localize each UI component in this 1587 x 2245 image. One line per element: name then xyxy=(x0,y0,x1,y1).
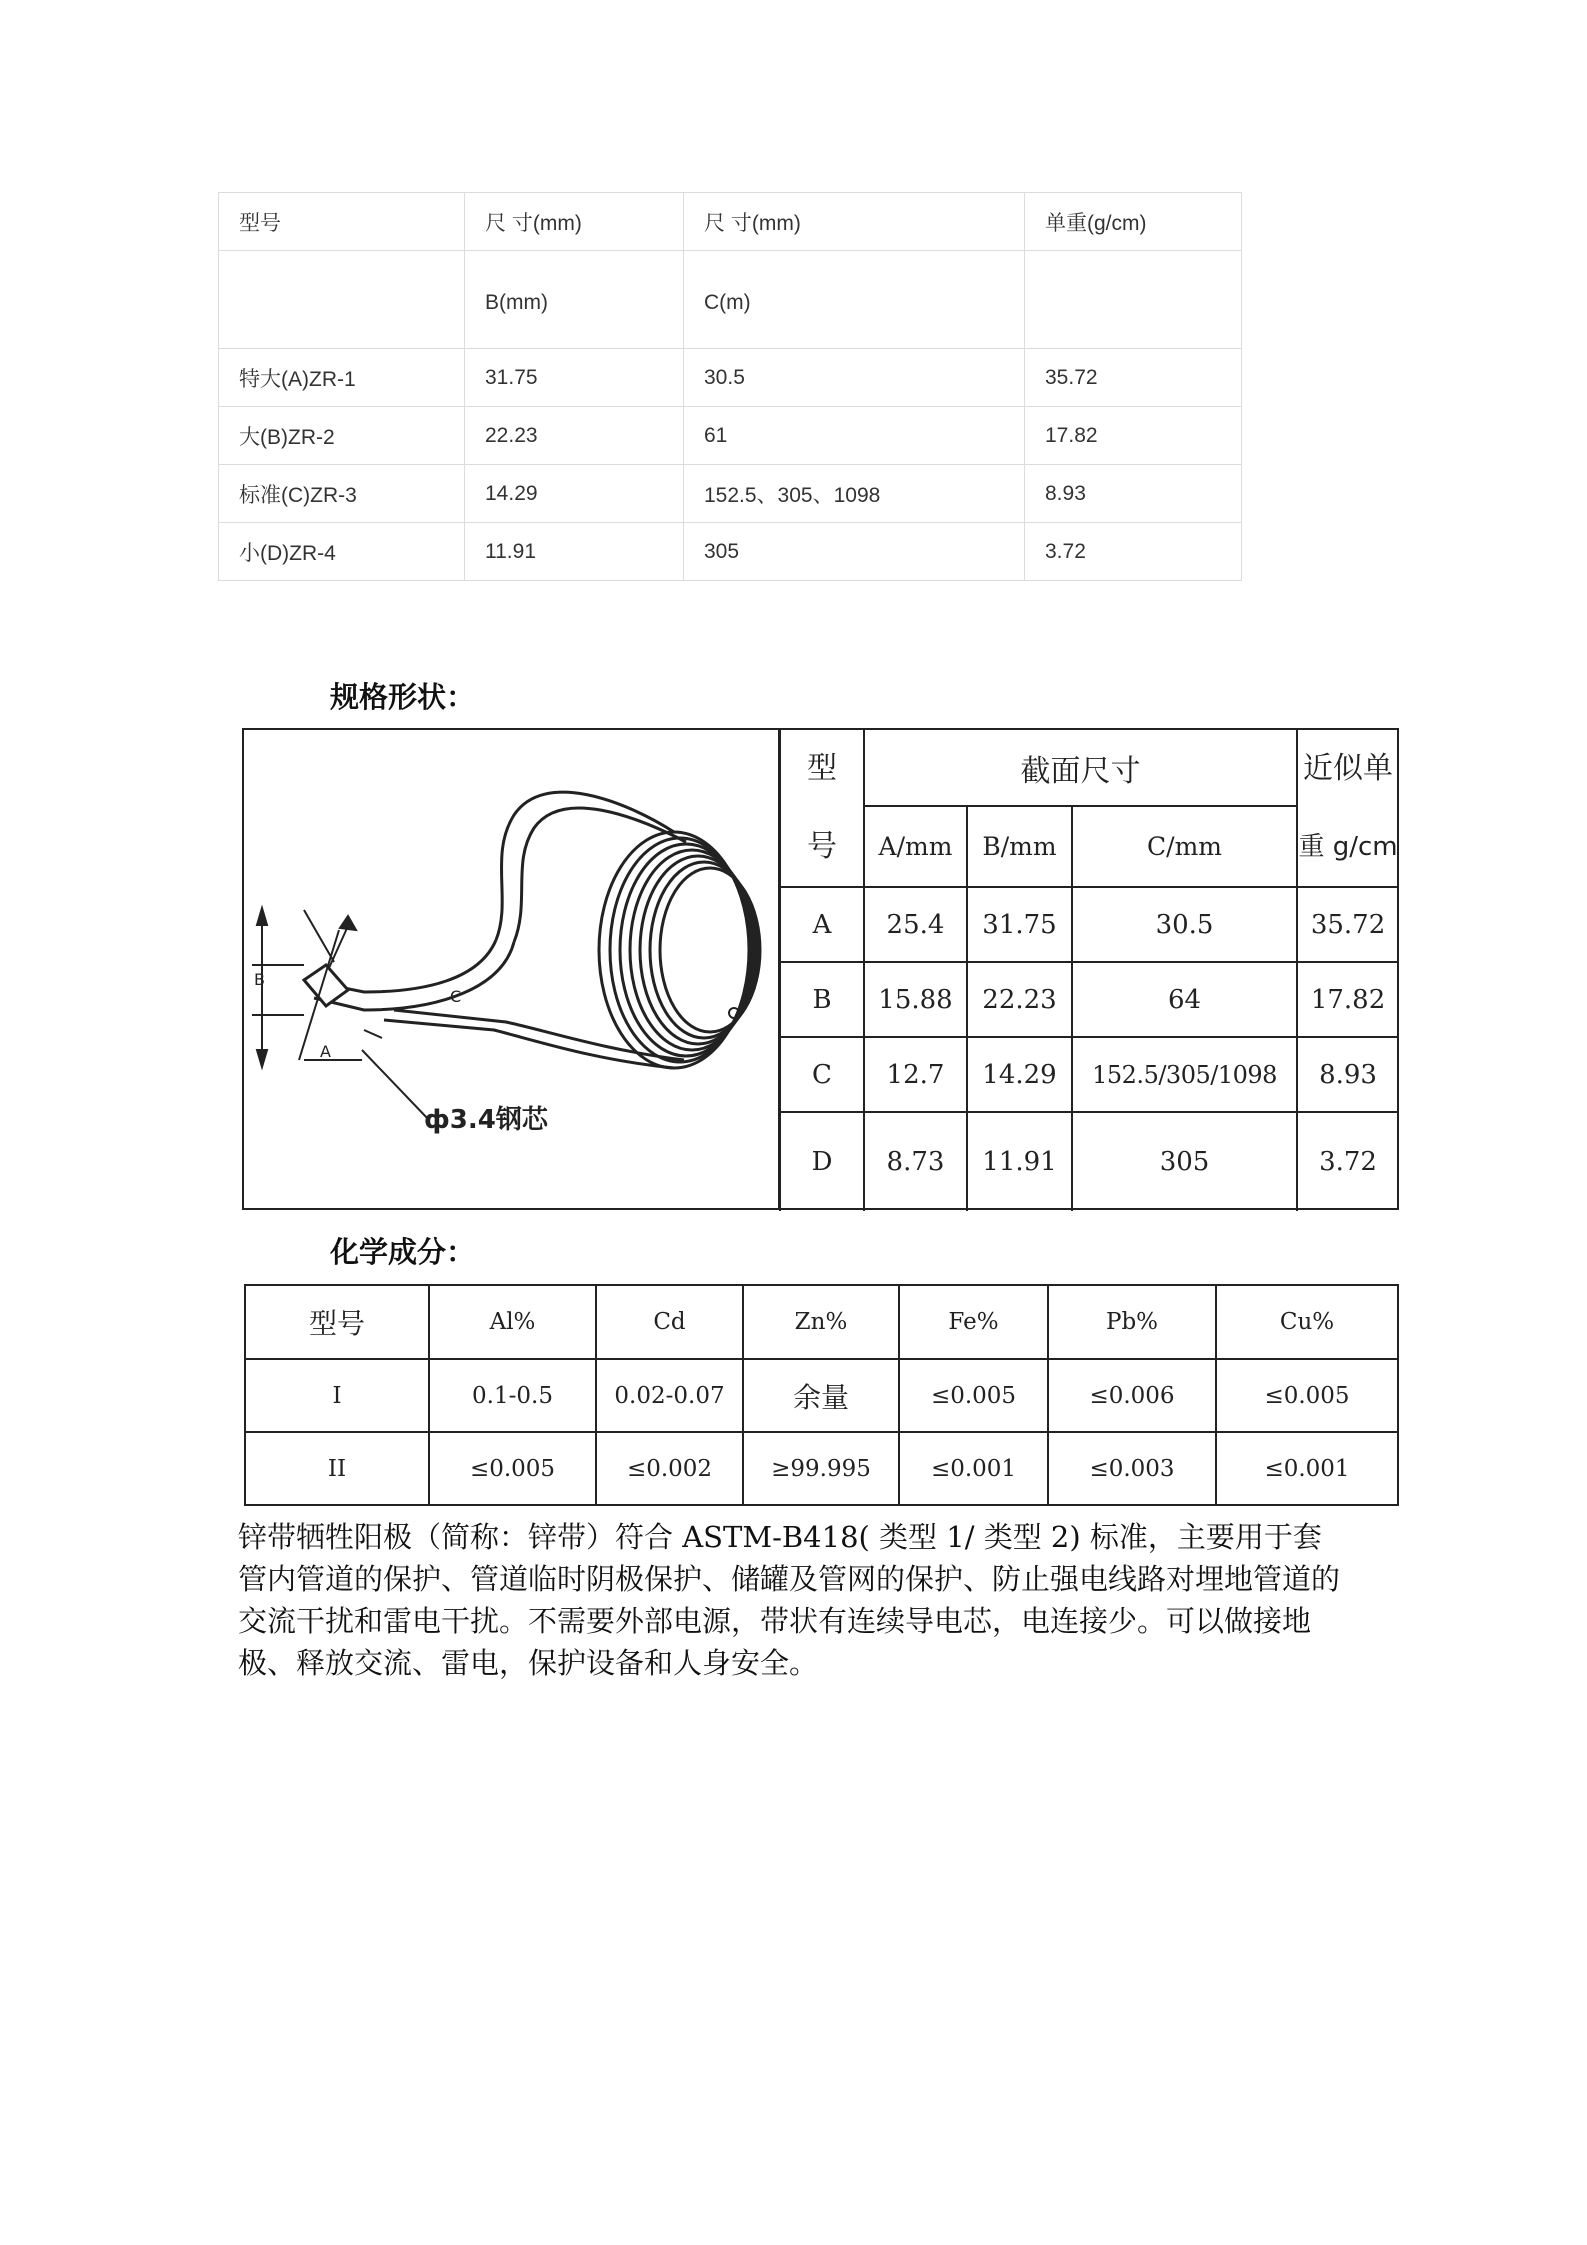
header-cell: Cd xyxy=(596,1285,743,1359)
table-row xyxy=(245,1432,1398,1505)
subheader-cell: C(m) xyxy=(684,251,1025,349)
header-cell: Zn% xyxy=(743,1285,899,1359)
table-row xyxy=(219,349,1242,407)
column-header: B/mm xyxy=(967,806,1072,887)
table-cell: 35.72 xyxy=(1025,349,1242,407)
table-subheader-row xyxy=(219,251,1242,349)
table-cell: 3.72 xyxy=(1297,1112,1398,1211)
coil-rings-icon xyxy=(599,832,760,1068)
header-cell: 单重(g/cm) xyxy=(1025,193,1242,251)
table-cell: 0.02-0.07 xyxy=(596,1359,743,1432)
table-cell: ≥99.995 xyxy=(743,1432,899,1505)
table-cell: 小(D)ZR-4 xyxy=(219,523,465,581)
size-table xyxy=(218,192,1242,581)
table-cell: 12.7 xyxy=(864,1037,967,1112)
table-cell: 余量 xyxy=(743,1359,899,1432)
table-cell: 31.75 xyxy=(465,349,684,407)
chem-table xyxy=(244,1284,1399,1506)
table-cell: ≤0.006 xyxy=(1048,1359,1216,1432)
table-cell: 25.4 xyxy=(864,887,967,962)
header-cell: Fe% xyxy=(899,1285,1048,1359)
subheader-cell: B(mm) xyxy=(465,251,684,349)
table-header-row xyxy=(219,193,1242,251)
table-cell: 11.91 xyxy=(465,523,684,581)
dim-label-b: B xyxy=(254,970,265,989)
table-cell: 15.88 xyxy=(864,962,967,1037)
dim-label-c: C xyxy=(450,987,462,1006)
table-cell: 3.72 xyxy=(1025,523,1242,581)
type-header-cell: 型 号 xyxy=(780,730,864,887)
table-cell: 8.73 xyxy=(864,1112,967,1211)
table-cell: 大(B)ZR-2 xyxy=(219,407,465,465)
table-row xyxy=(780,887,1398,962)
coil-diagram xyxy=(244,730,778,1208)
table-cell: I xyxy=(245,1359,429,1432)
table-row xyxy=(780,962,1398,1037)
header-cell: 尺 寸(mm) xyxy=(465,193,684,251)
table-cell: 61 xyxy=(684,407,1025,465)
table-row xyxy=(219,465,1242,523)
header-cell: 型号 xyxy=(219,193,465,251)
table-cell: 35.72 xyxy=(1297,887,1398,962)
table-cell: 0.1-0.5 xyxy=(429,1359,596,1432)
weight-header-cell: 近似单 重 g/cm xyxy=(1297,730,1398,887)
spec-heading: 规格形状： xyxy=(330,680,476,714)
table-cell: 8.93 xyxy=(1297,1037,1398,1112)
table-cell: B xyxy=(780,962,864,1037)
table-header-row xyxy=(245,1285,1398,1359)
dim-label-a: A xyxy=(320,1042,331,1061)
table-cell: 17.82 xyxy=(1297,962,1398,1037)
table-cell: 64 xyxy=(1072,962,1297,1037)
subheader-cell xyxy=(219,251,465,349)
table-cell: 31.75 xyxy=(967,887,1072,962)
table-cell: 14.29 xyxy=(465,465,684,523)
table-cell: 305 xyxy=(1072,1112,1297,1211)
table-row xyxy=(245,1359,1398,1432)
header-cell: 型号 xyxy=(245,1285,429,1359)
table-cell: ≤0.003 xyxy=(1048,1432,1216,1505)
table-cell: A xyxy=(780,887,864,962)
table-row xyxy=(780,1112,1398,1211)
spec-block xyxy=(242,728,1399,1210)
table-cell: 8.93 xyxy=(1025,465,1242,523)
table-cell: ≤0.002 xyxy=(596,1432,743,1505)
table-cell: 22.23 xyxy=(465,407,684,465)
table-cell: ≤0.001 xyxy=(1216,1432,1398,1505)
table-cell: D xyxy=(780,1112,864,1211)
table-cell: 305 xyxy=(684,523,1025,581)
header-cell: Al% xyxy=(429,1285,596,1359)
table-cell: ≤0.005 xyxy=(429,1432,596,1505)
table-cell: ≤0.005 xyxy=(899,1359,1048,1432)
chem-heading: 化学成分： xyxy=(330,1235,476,1269)
table-row xyxy=(780,1037,1398,1112)
column-header: A/mm xyxy=(864,806,967,887)
table-cell: 14.29 xyxy=(967,1037,1072,1112)
table-cell: 152.5/305/1098 xyxy=(1072,1037,1297,1112)
table-cell: 30.5 xyxy=(1072,887,1297,962)
table-row xyxy=(219,407,1242,465)
header-cell: Pb% xyxy=(1048,1285,1216,1359)
subheader-cell xyxy=(1025,251,1242,349)
table-cell: 30.5 xyxy=(684,349,1025,407)
spec-table xyxy=(779,730,1398,1211)
description-paragraph: 锌带牺牲阳极（简称：锌带）符合 ASTM-B418( 类型 1/ 类型 2) 标准，主要用于套管内管道的保护、管道临时阴极保护、储罐及管网的保护、防止强电线路对埋地管道的交流干扰和雷电干扰。不需要外部电源，带状有连续导电芯，电连接少。可以做接地极、释放交流、雷电，保护设备和人身安全。 xyxy=(238,1520,1341,1680)
table-cell: 标准(C)ZR-3 xyxy=(219,465,465,523)
table-cell: ≤0.001 xyxy=(899,1432,1048,1505)
header-cell: 尺 寸(mm) xyxy=(684,193,1025,251)
table-cell: 特大(A)ZR-1 xyxy=(219,349,465,407)
zinc-ribbon-figure xyxy=(244,730,780,1208)
core-label: ф3.4钢芯 xyxy=(424,1105,548,1135)
table-cell: 152.5、305、1098 xyxy=(684,465,1025,523)
table-cell: C xyxy=(780,1037,864,1112)
table-cell: II xyxy=(245,1432,429,1505)
table-cell: 17.82 xyxy=(1025,407,1242,465)
header-cell: Cu% xyxy=(1216,1285,1398,1359)
table-cell: 22.23 xyxy=(967,962,1072,1037)
table-cell: 11.91 xyxy=(967,1112,1072,1211)
table-cell: ≤0.005 xyxy=(1216,1359,1398,1432)
table-row xyxy=(219,523,1242,581)
section-header-cell: 截面尺寸 xyxy=(864,730,1297,806)
column-header: C/mm xyxy=(1072,806,1297,887)
